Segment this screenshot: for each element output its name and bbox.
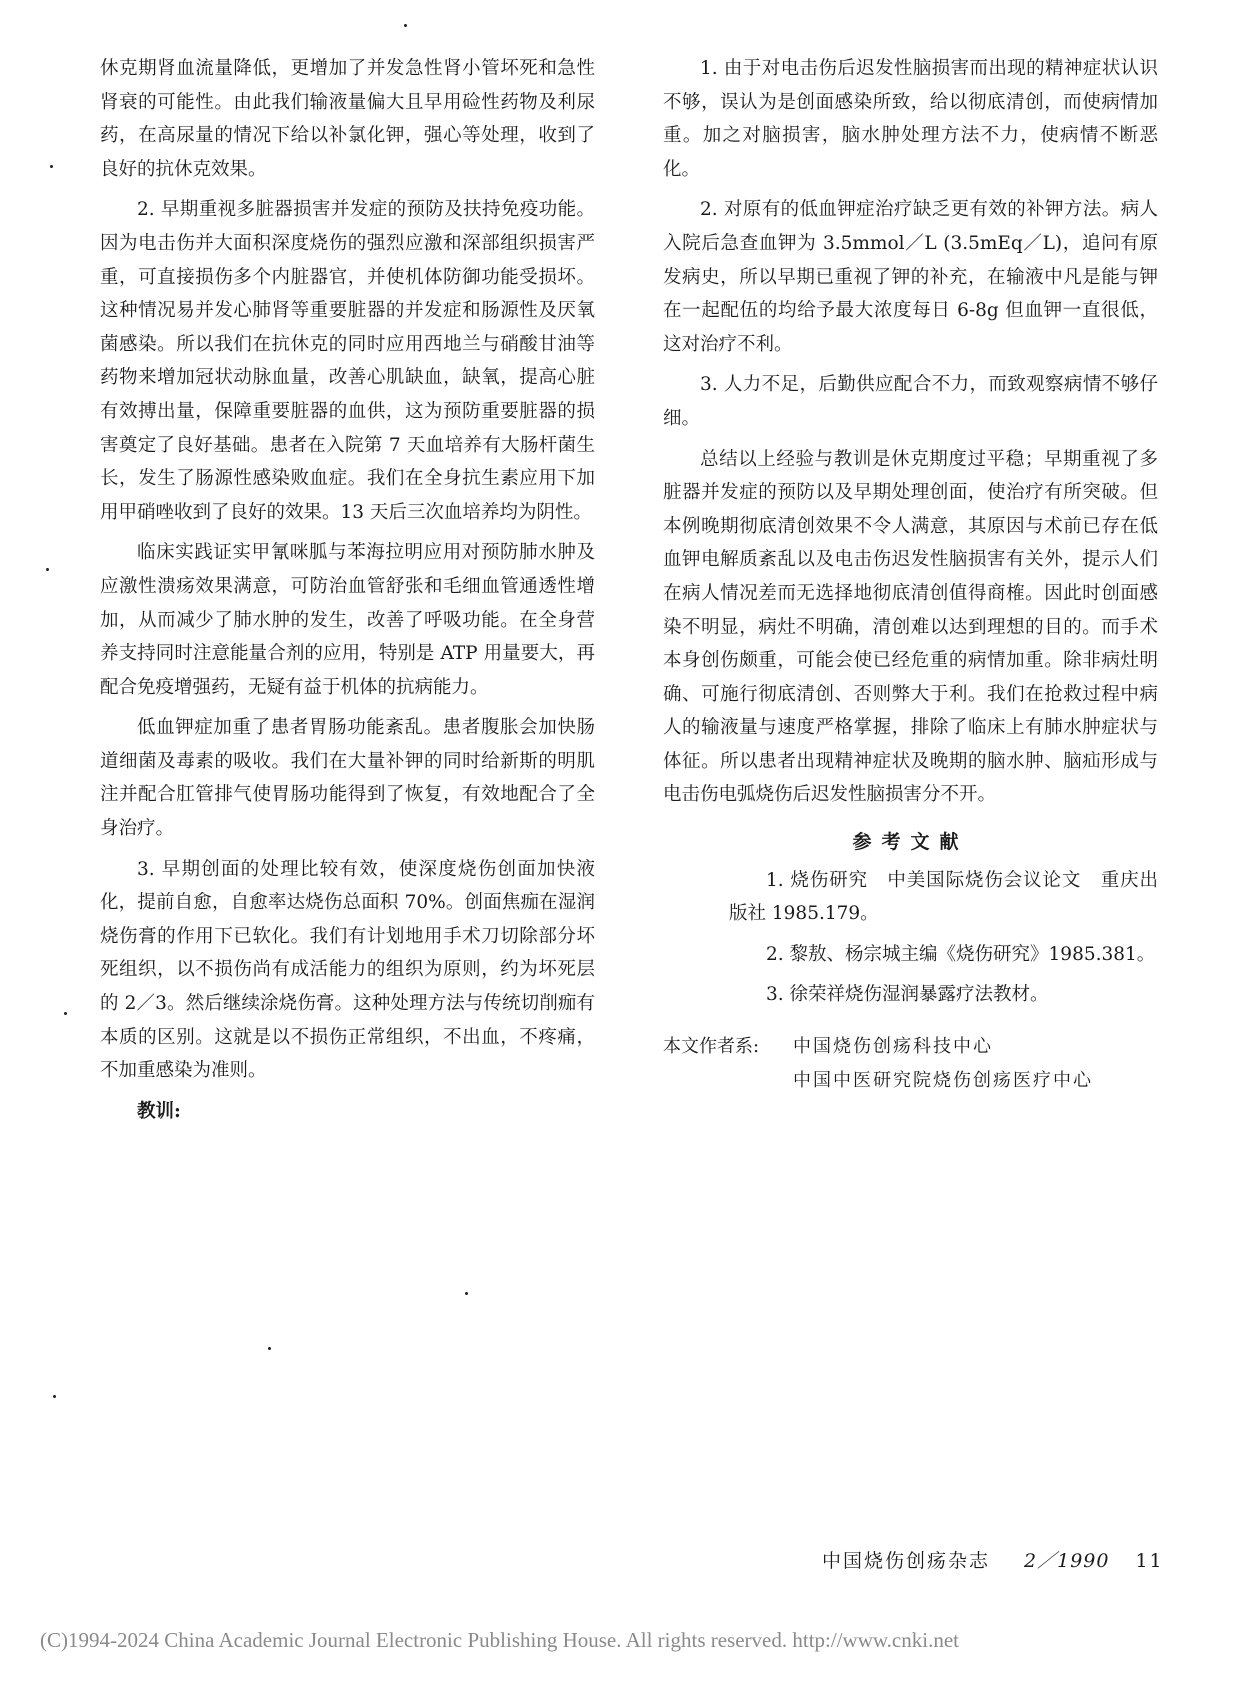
reference-item: 1. 烧伤研究 中美国际烧伤会议论文 重庆出版社 1985.179。 [729, 869, 1158, 925]
paragraph: 2. 早期重视多脏器损害并发症的预防及扶持免疫功能。因为电击伤并大面积深度烧伤的强烈应激和深部组织损害严重，可直接损伤多个内脏器官，并使机体防御功能受损坏。这种情况易并发心肺肾等重要脏器的并发症和肠源性及厌氧菌感染。所以我们在抗休克的同时应用西地兰与硝酸甘油等药物来增加冠状动脉血量，改善心肌缺血，缺氧，提高心脏有效搏出量，保障重要脏器的血供，这为预防重要脏器的损害奠定了良好基础。患者在入院第 7 天血培养有大肠杆菌生长，发生了肠源性感染败血症。我们在全身抗生素应用下加用甲硝唑收到了良好的效果。13 天后三次血培养均为阴性。 [100, 199, 595, 523]
scan-speck [46, 568, 49, 571]
paragraph: 2. 对原有的低血钾症治疗缺乏更有效的补钾方法。病人入院后急查血钾为 3.5mmol／L (3.5mEq／L)，追问有原发病史，所以早期已重视了钾的补充，在输液中凡是能与钾在一起配伍的均给予最大浓度每日 6-8g 但血钾一直很低，这对治疗不利。 [663, 199, 1158, 355]
journal-name: 中国烧伤创疡杂志 [822, 1550, 991, 1572]
affiliation-label: 本文作者系: [663, 1036, 760, 1058]
right-column [663, 52, 1158, 1098]
reference-item: 3. 徐荣祥烧伤湿润暴露疗法教材。 [766, 984, 1049, 1006]
scan-speck [53, 1395, 56, 1398]
section-subheading: 教训: [137, 1100, 181, 1122]
affiliation-org: 中国中医研究院烧伤创疡医疗中心 [793, 1070, 1093, 1092]
affiliation-spacer [663, 1064, 793, 1098]
scan-speck [64, 1012, 67, 1015]
paragraph: 1. 由于对电击伤后迟发性脑损害而出现的精神症状认识不够，误认为是创面感染所致，给以彻底清创，而使病情加重。加之对脑损害，脑水肿处理方法不力，使病情不断恶化。 [663, 58, 1158, 180]
paragraph: 3. 早期创面的处理比较有效，使深度烧伤创面加快液化，提前自愈，自愈率达烧伤总面积 70%。创面焦痂在湿润烧伤膏的作用下已软化。我们有计划地用手术刀切除部分坏死组织，以不损伤尚有成活能力的组织为原则，约为坏死层的 2／3。然后继续涂烧伤膏。这种处理方法与传统切削痂有本质的区别。这就是以不损伤正常组织，不出血，不疼痛，不加重感染为准则。 [100, 858, 595, 1082]
scan-speck [465, 1292, 468, 1295]
scan-speck [50, 165, 53, 168]
left-column [100, 52, 595, 1135]
paragraph: 总结以上经验与教训是休克期度过平稳；早期重视了多脏器并发症的预防以及早期处理创面，使治疗有所突破。但本例晚期彻底清创效果不令人满意，其原因与术前已存在低血钾电解质紊乱以及电击伤迟发性脑损害有关外，提示人们在病人情况差而无选择地彻底清创值得商榷。因此时创面感染不明显，病灶不明确，清创难以达到理想的目的。而手术本身创伤颇重，可能会使已经危重的病情加重。除非病灶明确、可施行彻底清创、否则弊大于利。我们在抢救过程中病人的输液量与速度严格掌握，排除了临床上有肺水肿症状与体征。所以患者出现精神症状及晚期的脑水肿、脑疝形成与电击伤电弧烧伤后迟发性脑损害分不开。 [663, 448, 1158, 806]
page-footer [822, 1546, 1164, 1573]
paragraph: 休克期肾血流量降低，更增加了并发急性肾小管坏死和急性肾衰的可能性。由此我们输液量偏大且早用硷性药物及利尿药，在高尿量的情况下给以补氯化钾，强心等处理，收到了良好的抗休克效果。 [100, 58, 595, 180]
affiliation-org: 中国烧伤创疡科技中心 [793, 1036, 993, 1058]
reference-item: 2. 黎敖、杨宗城主编《烧伤研究》1985.381。 [766, 943, 1156, 965]
paragraph: 临床实践证实甲氰咪胍与苯海拉明应用对预防肺水肿及应激性溃疡效果满意，可防治血管舒张和毛细血管通透性增加，从而减少了肺水肿的发生，改善了呼吸功能。在全身营养支持同时注意能量合剂的应用，特别是 ATP 用量要大，再配合免疫增强药，无疑有益于机体的抗病能力。 [100, 542, 595, 698]
scan-speck [268, 1347, 271, 1350]
page-number: 11 [1135, 1550, 1164, 1572]
scan-speck [404, 24, 407, 27]
paragraph: 3. 人力不足，后勤供应配合不力，而致观察病情不够仔细。 [663, 374, 1158, 429]
author-affiliation [663, 1030, 1158, 1098]
references-heading: 参考文献 [852, 831, 969, 854]
paragraph: 低血钾症加重了患者胃肠功能紊乱。患者腹胀会加快肠道细菌及毒素的吸收。我们在大量补钾的同时给新斯的明肌注并配合肛管排气使胃肠功能得到了恢复，有效地配合了全身治疗。 [100, 717, 595, 840]
copyright-notice: (C)1994-2024 China Academic Journal Electronic Publishing House. All rights reserved. http://www.cnki.net [40, 1628, 959, 1652]
issue-number: 2／1990 [1024, 1550, 1110, 1572]
